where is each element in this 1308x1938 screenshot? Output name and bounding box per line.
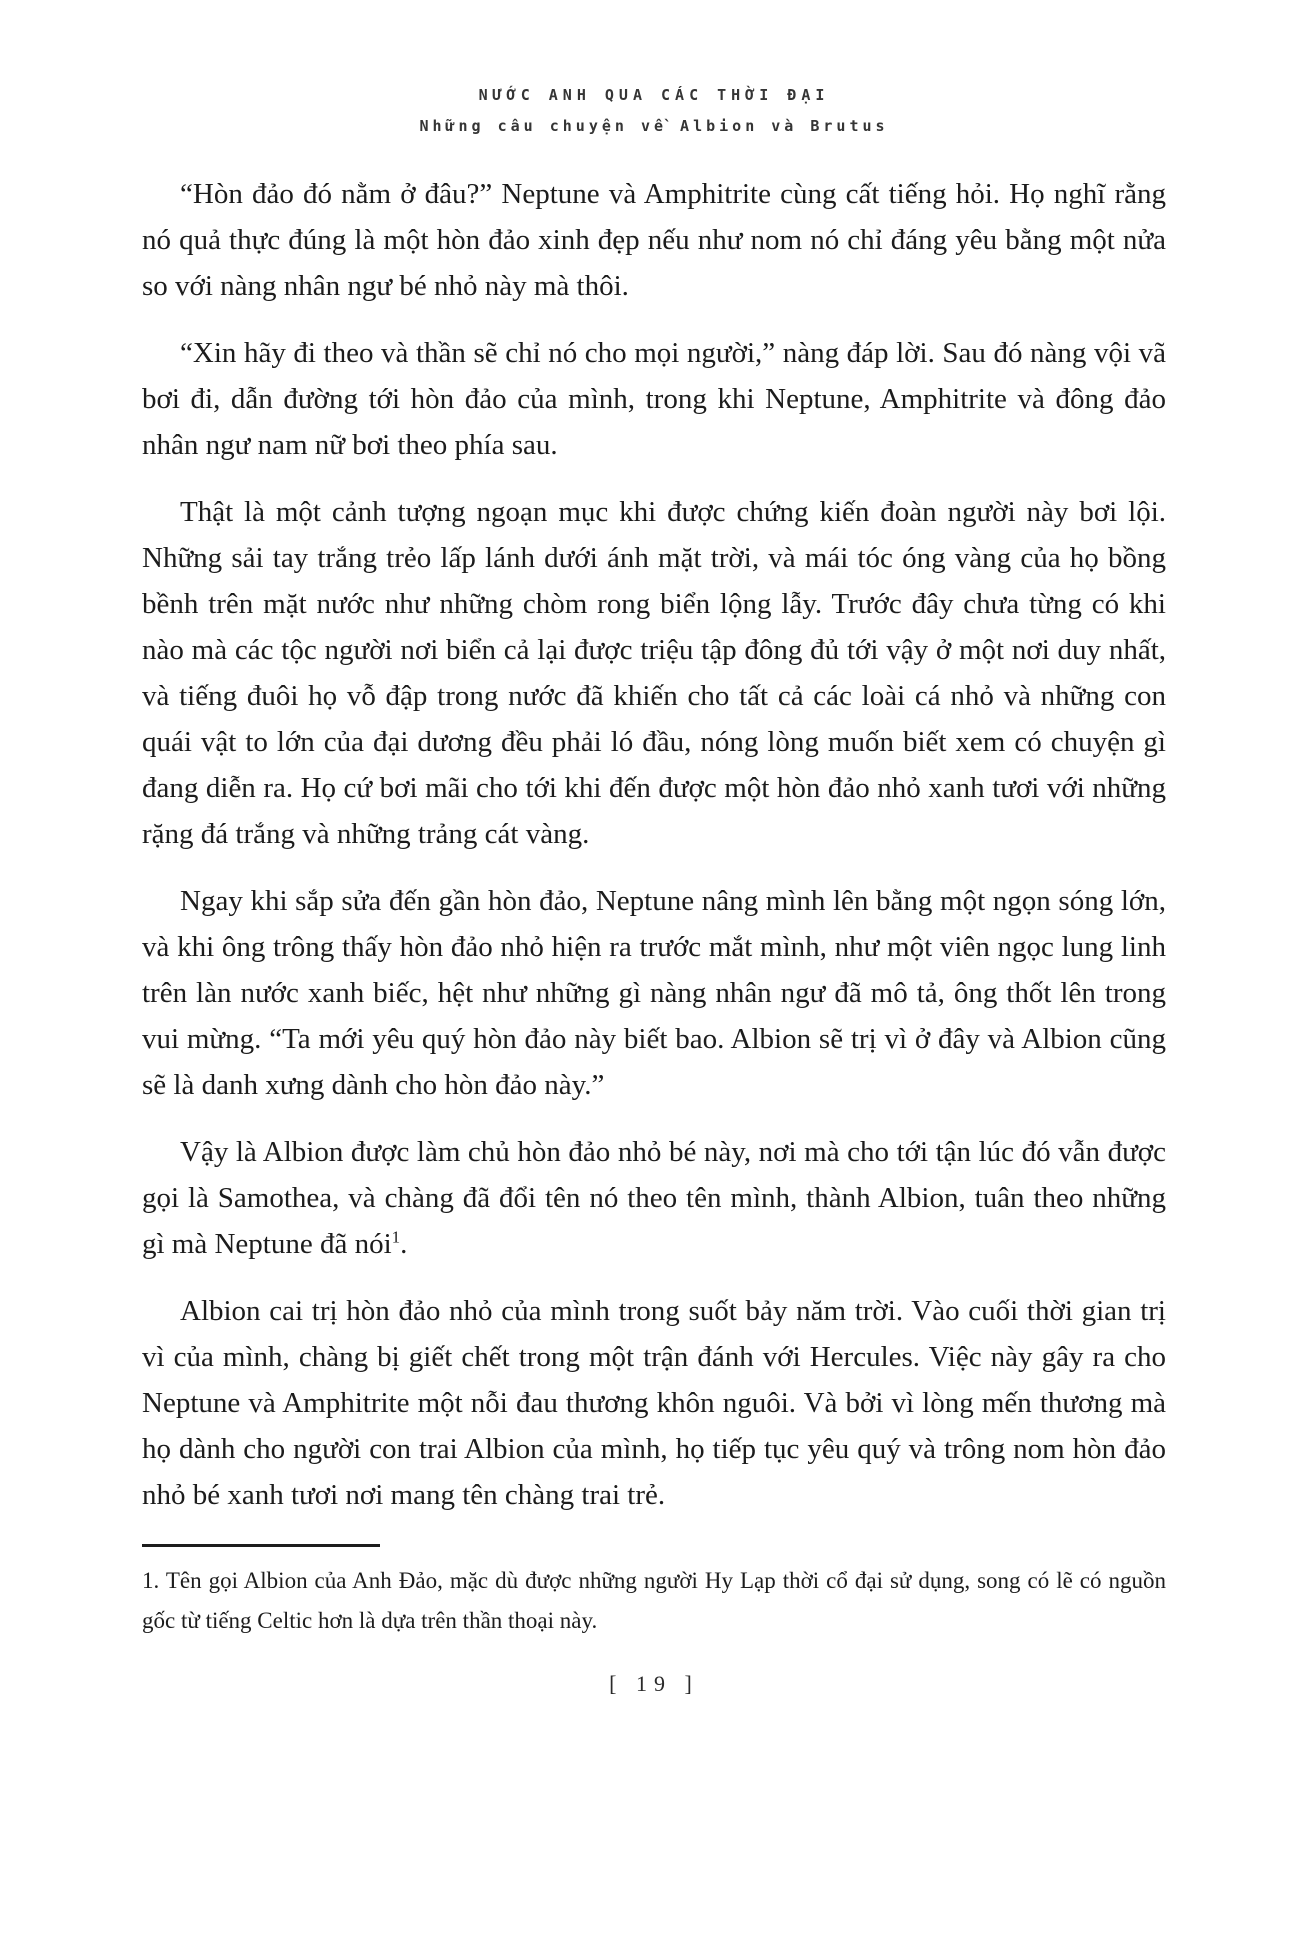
footnote-divider bbox=[142, 1544, 380, 1547]
paragraph-2 bbox=[142, 330, 1166, 468]
page-number: [ 19 ] bbox=[609, 1671, 699, 1696]
paragraph-4 bbox=[142, 878, 1166, 1108]
paragraph-3-text: Thật là một cảnh tượng ngoạn mục khi được chứng kiến đoàn người này bơi lội. Những sải tay trắng trẻo lấp lánh dưới ánh mặt trời, và mái tóc óng vàng của họ bồng bềnh trên mặt nước như những chòm rong biển lộng lẫy. Trước đây chưa từng có khi nào mà các tộc người nơi biển cả lại được triệu tập đông đủ tới vậy ở một nơi duy nhất, và tiếng đuôi họ vỗ đập trong nước đã khiến cho tất cả các loài cá nhỏ và những con quái vật to lớn của đại dương đều phải ló đầu, nóng lòng muốn biết xem có chuyện gì đang diễn ra. Họ cứ bơi mãi cho tới khi đến được một hòn đảo nhỏ xanh tươi với những rặng đá trắng và những trảng cát vàng. bbox=[142, 496, 1166, 850]
paragraph-6 bbox=[142, 1288, 1166, 1518]
chapter-title: Những câu chuyện về Albion và Brutus bbox=[419, 117, 889, 135]
running-title: NƯỚC ANH QUA CÁC THỜI ĐẠI bbox=[478, 86, 830, 104]
footnote-text: 1. Tên gọi Albion của Anh Đảo, mặc dù được những người Hy Lạp thời cổ đại sử dụng, song có lẽ có nguồn gốc từ tiếng Celtic hơn là dựa trên thần thoại này. bbox=[142, 1568, 1166, 1633]
paragraph-2-text: “Xin hãy đi theo và thần sẽ chỉ nó cho mọi người,” nàng đáp lời. Sau đó nàng vội vã bơi đi, dẫn đường tới hòn đảo của mình, trong khi Neptune, Amphitrite và đông đảo nhân ngư nam nữ bơi theo phía sau. bbox=[142, 337, 1166, 461]
paragraph-3 bbox=[142, 489, 1166, 857]
page-footer bbox=[0, 1544, 1308, 1697]
paragraph-5 bbox=[142, 1129, 1166, 1267]
paragraph-1-text: “Hòn đảo đó nằm ở đâu?” Neptune và Amphitrite cùng cất tiếng hỏi. Họ nghĩ rằng nó quả thực đúng là một hòn đảo xinh đẹp nếu như nom nó chỉ đáng yêu bằng một nửa so với nàng nhân ngư bé nhỏ này mà thôi. bbox=[142, 178, 1166, 302]
paragraph-5-tail: . bbox=[400, 1228, 408, 1260]
footnote bbox=[142, 1561, 1166, 1641]
paragraph-5-text: Vậy là Albion được làm chủ hòn đảo nhỏ bé này, nơi mà cho tới tận lúc đó vẫn được gọi là Samothea, và chàng đã đổi tên nó theo tên mình, thành Albion, tuân theo những gì mà Neptune đã nói bbox=[142, 1136, 1166, 1260]
paragraph-4-text: Ngay khi sắp sửa đến gần hòn đảo, Neptune nâng mình lên bằng một ngọn sóng lớn, và khi ông trông thấy hòn đảo nhỏ hiện ra trước mắt mình, như một viên ngọc lung linh trên làn nước xanh biếc, hệt như những gì nàng nhân ngư đã mô tả, ông thốt lên trong vui mừng. “Ta mới yêu quý hòn đảo này biết bao. Albion sẽ trị vì ở đây và Albion cũng sẽ là danh xưng dành cho hòn đảo này.” bbox=[142, 885, 1166, 1101]
footnote-reference-marker: 1 bbox=[391, 1227, 401, 1247]
page-header bbox=[0, 0, 1308, 135]
paragraph-1 bbox=[142, 171, 1166, 309]
body-text bbox=[142, 171, 1166, 1518]
paragraph-6-text: Albion cai trị hòn đảo nhỏ của mình trong suốt bảy năm trời. Vào cuối thời gian trị vì của mình, chàng bị giết chết trong một trận đánh với Hercules. Việc này gây ra cho Neptune và Amphitrite một nỗi đau thương khôn nguôi. Và bởi vì lòng mến thương mà họ dành cho người con trai Albion của mình, họ tiếp tục yêu quý và trông nom hòn đảo nhỏ bé xanh tươi nơi mang tên chàng trai trẻ. bbox=[142, 1295, 1166, 1511]
